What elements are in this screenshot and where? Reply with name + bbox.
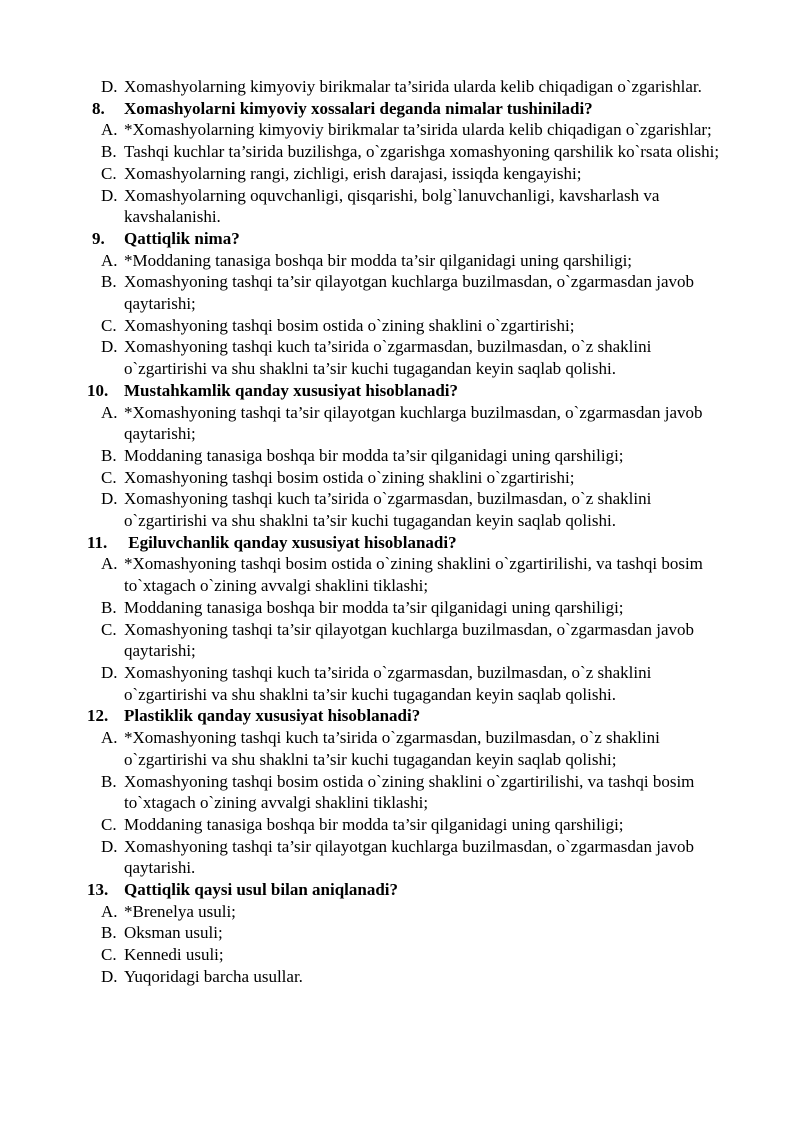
answer-option	[0, 727, 800, 770]
question-number: 8.	[92, 98, 105, 118]
option-letter: A.	[101, 554, 118, 574]
option-letter: C.	[101, 467, 117, 487]
option-letter: C.	[101, 945, 117, 965]
answer-option	[0, 250, 800, 272]
option-letter: B.	[101, 597, 117, 617]
question-number: 10.	[87, 380, 109, 400]
option-letter: D.	[101, 966, 118, 986]
option-text: Xomashyoning tashqi bosim ostida o`zining shaklini o`zgartirishi;	[124, 315, 575, 335]
option-letter: B.	[101, 771, 117, 791]
answer-option	[0, 966, 800, 988]
option-text: *Brenelya usuli;	[124, 901, 236, 921]
document-page	[0, 76, 800, 988]
answer-option	[0, 836, 800, 879]
option-text: Xomashyolarning oquvchanligi, qisqarishi, bolg`lanuvchanligi, kavsharlash va kavshalanishi.	[124, 185, 660, 227]
option-letter: A.	[101, 120, 118, 140]
option-text: *Xomashyoning tashqi kuch ta’sirida o`zgarmasdan, buzilmasdan, o`z shaklini o`zgartirishi va shu shaklni ta’sir kuchi tugagandan keyin saqlab qolishi;	[124, 728, 660, 769]
answer-option	[0, 901, 800, 923]
option-text: Xomashyoning tashqi bosim ostida o`zining shaklini o`zgartirishi;	[124, 467, 575, 487]
option-text: Xomashyoning tashqi bosim ostida o`zining shaklini o`zgartirilishi, va tashqi bosim to`xtagach o`zining avvalgi shaklini tiklashi;	[124, 771, 695, 813]
answer-option	[0, 597, 800, 619]
option-text: Kennedi usuli;	[124, 945, 224, 965]
option-text: Oksman usuli;	[124, 923, 223, 943]
option-text: Moddaning tanasiga boshqa bir modda ta’sir qilganidagi uning qarshiligi;	[124, 814, 624, 834]
option-letter: C.	[101, 315, 117, 335]
option-letter: B.	[101, 445, 117, 465]
question-text: Xomashyolarni kimyoviy xossalari deganda nimalar tushiniladi?	[124, 98, 593, 118]
question-title	[0, 98, 800, 120]
answer-option	[0, 619, 800, 662]
question-number: 11.	[87, 532, 108, 552]
option-letter: D.	[101, 489, 118, 509]
answer-option	[0, 163, 800, 185]
answer-option	[0, 814, 800, 836]
option-letter: D.	[101, 185, 118, 205]
option-letter: A.	[101, 728, 118, 748]
question-title	[0, 705, 800, 727]
question-title	[0, 380, 800, 402]
question-text: Qattiqlik nima?	[124, 228, 240, 248]
option-letter: A.	[101, 250, 118, 270]
answer-option	[0, 336, 800, 379]
option-letter: B.	[101, 142, 117, 162]
option-letter: C.	[101, 619, 117, 639]
question-text: Qattiqlik qaysi usul bilan aniqlanadi?	[124, 880, 399, 900]
option-text: Moddaning tanasiga boshqa bir modda ta’sir qilganidagi uning qarshiligi;	[124, 597, 624, 617]
option-text: Xomashyoning tashqi ta’sir qilayotgan kuchlarga buzilmasdan, o`zgarmasdan javob qaytarishi;	[124, 619, 694, 661]
option-letter: B.	[101, 923, 117, 943]
option-letter: C.	[101, 814, 117, 834]
option-text: Xomashyoning tashqi ta’sir qilayotgan kuchlarga buzilmasdan, o`zgarmasdan javob qaytarishi;	[124, 272, 694, 314]
question-title	[0, 532, 800, 554]
answer-option	[0, 141, 800, 163]
answer-option	[0, 553, 800, 596]
answer-option	[0, 315, 800, 337]
question-text: Egiluvchanlik qanday xususiyat hisoblanadi?	[124, 532, 457, 552]
option-text: *Xomashyoning tashqi ta’sir qilayotgan kuchlarga buzilmasdan, o`zgarmasdan javob qaytarishi;	[124, 402, 703, 444]
answer-option	[0, 402, 800, 445]
question-number: 9.	[92, 228, 105, 248]
option-text: Xomashyolarning kimyoviy birikmalar ta’sirida ularda kelib chiqadigan o`zgarishlar.	[124, 77, 702, 96]
option-text: Xomashyoning tashqi ta’sir qilayotgan kuchlarga buzilmasdan, o`zgarmasdan javob qaytarishi.	[124, 836, 694, 878]
option-text: Xomashyoning tashqi kuch ta’sirida o`zgarmasdan, buzilmasdan, o`z shaklini o`zgartirishi va shu shaklni ta’sir kuchi tugagandan keyin saqlab qolishi.	[124, 662, 652, 704]
option-letter: A.	[101, 901, 118, 921]
answer-option	[0, 445, 800, 467]
question-text: Plastiklik qanday xususiyat hisoblanadi?	[124, 706, 421, 726]
answer-option	[0, 185, 800, 228]
question-number: 12.	[87, 706, 109, 726]
option-letter: B.	[101, 272, 117, 292]
answer-option	[0, 944, 800, 966]
option-letter: A.	[101, 402, 118, 422]
answer-option	[0, 76, 800, 98]
option-text: Xomashyoning tashqi kuch ta’sirida o`zgarmasdan, buzilmasdan, o`z shaklini o`zgartirishi va shu shaklni ta’sir kuchi tugagandan keyin saqlab qolishi.	[124, 337, 652, 379]
question-title	[0, 228, 800, 250]
option-text: Yuqoridagi barcha usullar.	[124, 966, 303, 986]
option-text: Tashqi kuchlar ta’sirida buzilishga, o`zgarishga xomashyoning qarshilik ko`rsata olishi;	[124, 142, 720, 162]
answer-option	[0, 467, 800, 489]
option-letter: D.	[101, 77, 118, 96]
answer-option	[0, 922, 800, 944]
question-number: 13.	[87, 880, 109, 900]
question-text: Mustahkamlik qanday xususiyat hisoblanadi?	[124, 380, 458, 400]
option-text: *Xomashyolarning kimyoviy birikmalar ta’sirida ularda kelib chiqadigan o`zgarishlar;	[124, 120, 712, 140]
option-letter: D.	[101, 836, 118, 856]
answer-option	[0, 771, 800, 814]
answer-option	[0, 662, 800, 705]
question-title	[0, 879, 800, 901]
option-letter: C.	[101, 163, 117, 183]
option-letter: D.	[101, 662, 118, 682]
answer-option	[0, 271, 800, 314]
option-text: Moddaning tanasiga boshqa bir modda ta’sir qilganidagi uning qarshiligi;	[124, 445, 624, 465]
option-text: *Xomashyoning tashqi bosim ostida o`zining shaklini o`zgartirilishi, va tashqi bosim to`xtagach o`zining avvalgi shaklini tiklashi;	[124, 554, 703, 596]
answer-option	[0, 488, 800, 531]
answer-option	[0, 119, 800, 141]
option-text: Xomashyoning tashqi kuch ta’sirida o`zgarmasdan, buzilmasdan, o`z shaklini o`zgartirishi va shu shaklni ta’sir kuchi tugagandan keyin saqlab qolishi.	[124, 489, 652, 531]
option-text: *Moddaning tanasiga boshqa bir modda ta’sir qilganidagi uning qarshiligi;	[124, 250, 633, 270]
option-letter: D.	[101, 337, 118, 357]
option-text: Xomashyolarning rangi, zichligi, erish darajasi, issiqda kengayishi;	[124, 163, 582, 183]
